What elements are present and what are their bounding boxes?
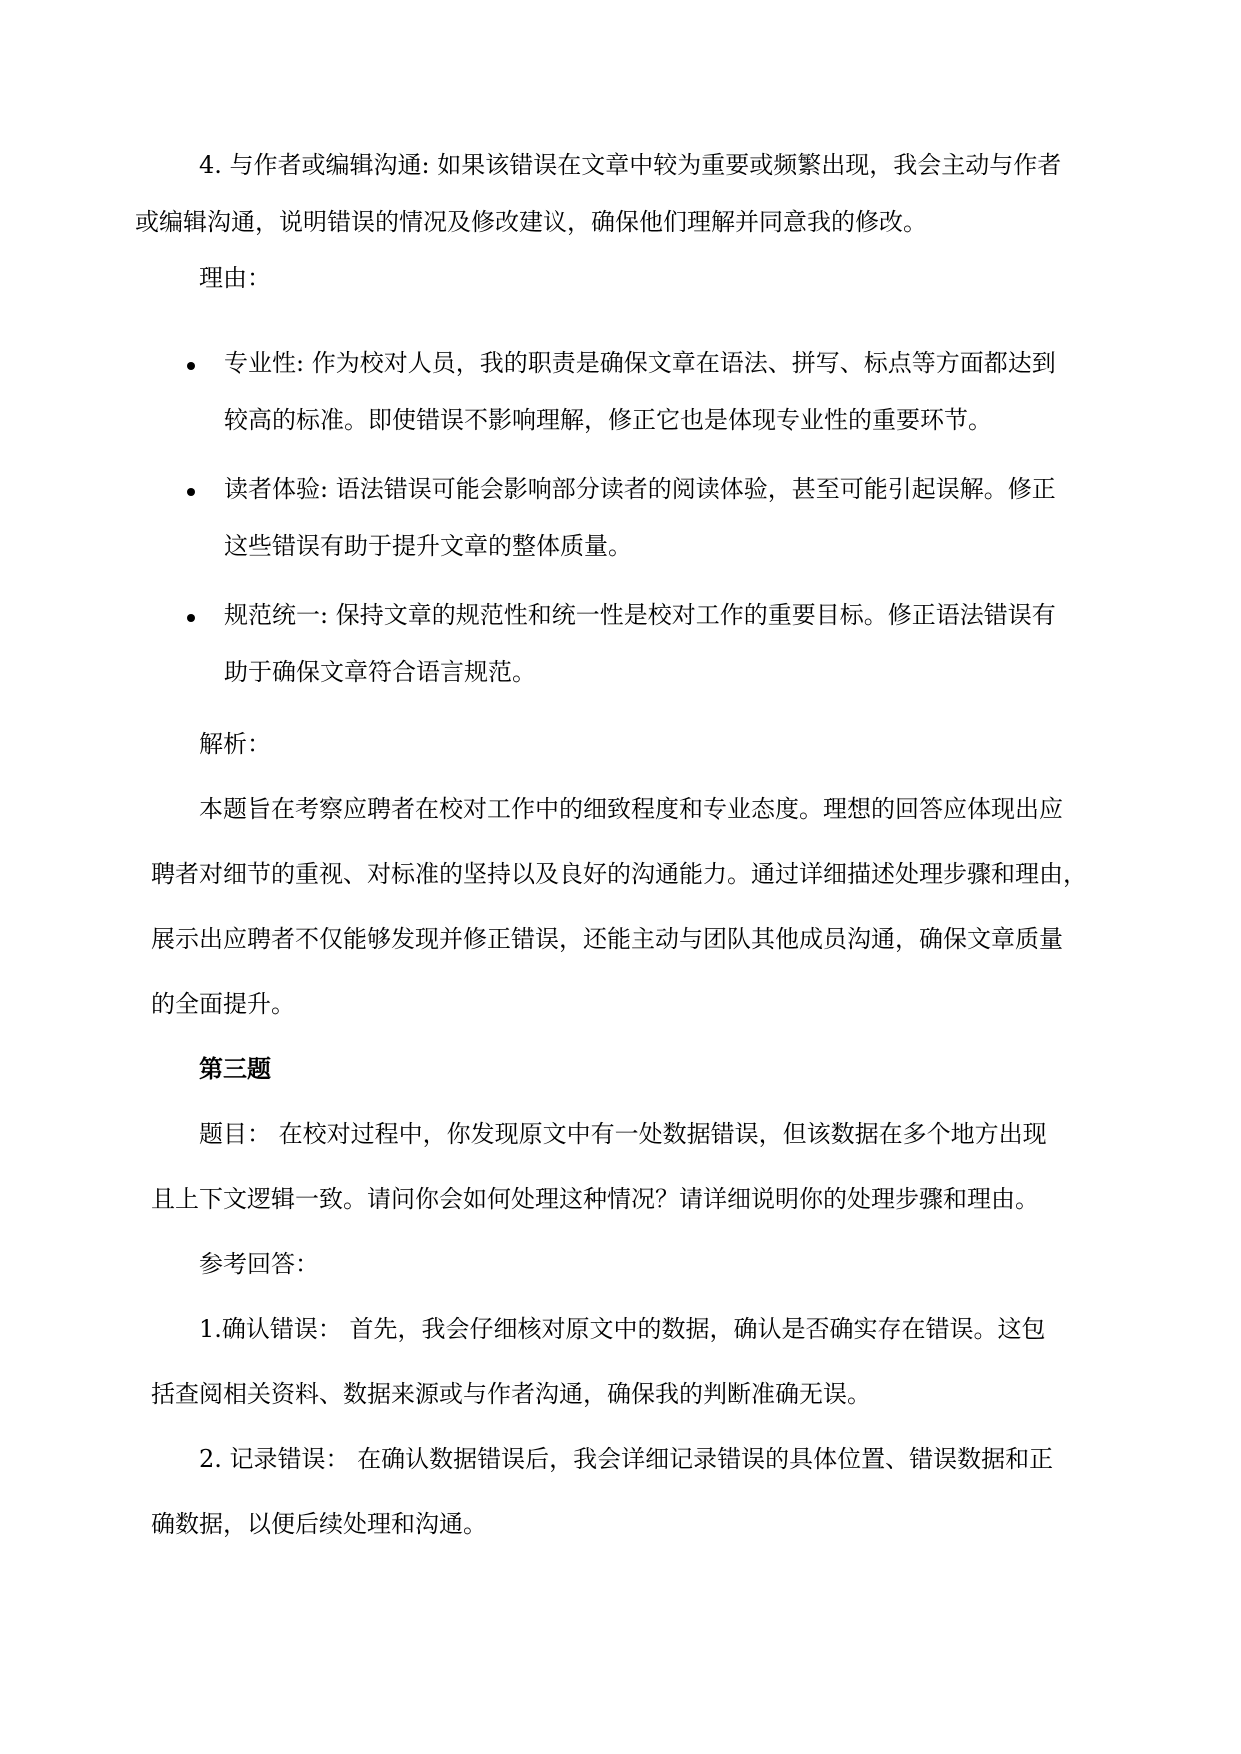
answer-step-line: 1.确认错误： 首先，我会仔细核对原文中的数据，确认是否确实存在错误。这包 xyxy=(199,1315,1046,1343)
reference-answer-label: 参考回答： xyxy=(199,1250,319,1278)
bullet-line: 规范统一: 保持文章的规范性和统一性是校对工作的重要目标。修正语法错误有 xyxy=(224,601,1056,629)
paragraph-line: 展示出应聘者不仅能够发现并修正错误，还能主动与团队其他成员沟通，确保文章质量 xyxy=(151,925,1063,953)
paragraph-line: 聘者对细节的重视、对标准的坚持以及良好的沟通能力。通过详细描述处理步骤和理由， xyxy=(151,860,1087,888)
question-line: 且上下文逻辑一致。请问你会如何处理这种情况？请详细说明你的处理步骤和理由。 xyxy=(151,1185,1039,1213)
bullet-line: 较高的标准。即使错误不影响理解，修正它也是体现专业性的重要环节。 xyxy=(224,406,992,434)
paragraph-line: 本题旨在考察应聘者在校对工作中的细致程度和专业态度。理想的回答应体现出应 xyxy=(199,795,1063,823)
answer-step-line: 2. 记录错误： 在确认数据错误后，我会详细记录错误的具体位置、错误数据和正 xyxy=(199,1445,1054,1473)
bullet-dot-icon xyxy=(187,614,195,622)
question-line: 题目： 在校对过程中，你发现原文中有一处数据错误，但该数据在多个地方出现 xyxy=(199,1120,1047,1148)
bullet-line: 专业性: 作为校对人员，我的职责是确保文章在语法、拼写、标点等方面都达到 xyxy=(224,349,1056,377)
bullet-line: 读者体验: 语法错误可能会影响部分读者的阅读体验，甚至可能引起误解。修正 xyxy=(224,475,1056,503)
bullet-line: 这些错误有助于提升文章的整体质量。 xyxy=(224,532,632,560)
paragraph-line: 的全面提升。 xyxy=(151,990,295,1018)
section-heading: 第三题 xyxy=(199,1054,271,1083)
answer-step-line: 括查阅相关资料、数据来源或与作者沟通，确保我的判断准确无误。 xyxy=(151,1380,871,1408)
bullet-line: 助于确保文章符合语言规范。 xyxy=(224,658,536,686)
bullet-dot-icon xyxy=(187,362,195,370)
analysis-label: 解析： xyxy=(199,730,271,758)
paragraph-line: 4. 与作者或编辑沟通: 如果该错误在文章中较为重要或频繁出现，我会主动与作者 xyxy=(199,151,1062,179)
bullet-dot-icon xyxy=(187,488,195,496)
paragraph-line: 或编辑沟通，说明错误的情况及修改建议，确保他们理解并同意我的修改。 xyxy=(135,208,927,236)
reason-label: 理由： xyxy=(199,264,271,292)
answer-step-line: 确数据，以便后续处理和沟通。 xyxy=(151,1510,487,1538)
